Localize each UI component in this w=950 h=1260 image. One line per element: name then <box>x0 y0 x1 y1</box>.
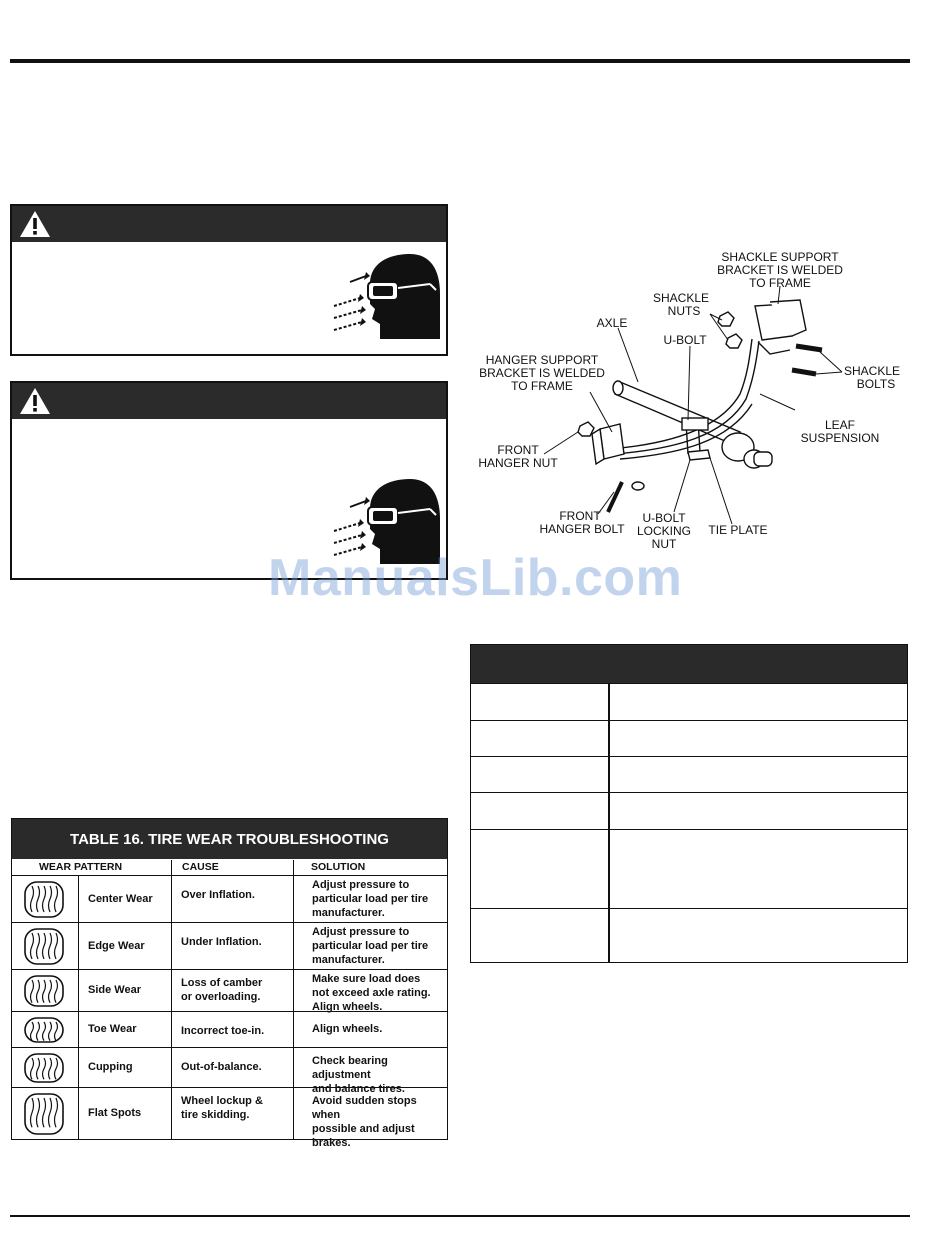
label-shackle-support-2: BRACKET IS WELDED <box>717 263 843 277</box>
wear-pattern-cell: Edge Wear <box>88 939 145 952</box>
tire-tread-icon <box>21 927 69 969</box>
solution-line: Adjust pressure to <box>312 879 410 891</box>
label-shackle-bolts-2: BOLTS <box>856 377 896 391</box>
solution-cell <box>312 1094 447 1150</box>
cause-line: Over Inflation. <box>181 889 255 901</box>
cause-cell <box>181 888 255 902</box>
table-row <box>12 970 447 1012</box>
cause-line: Under Inflation. <box>181 936 262 948</box>
solution-line: Avoid sudden stops when <box>312 1095 417 1121</box>
wear-pattern-cell: Side Wear <box>88 984 141 996</box>
solution-line: Make sure load does <box>312 973 421 985</box>
label-hanger-support-1: HANGER SUPPORT <box>485 353 599 367</box>
label-u-bolt-locking-nut-3: NUT <box>651 537 677 551</box>
label-front-hanger-bolt-2: HANGER BOLT <box>539 522 625 536</box>
wear-pattern-cell: Cupping <box>88 1061 133 1073</box>
table-row <box>12 923 447 970</box>
label-tie-plate: TIE PLATE <box>708 523 768 537</box>
solution-line: manufacturer. <box>312 907 385 919</box>
tire-tread-icon <box>21 1016 69 1047</box>
solution-line: Check bearing adjustment <box>312 1055 388 1081</box>
cause-line: Wheel lockup & <box>181 1095 263 1107</box>
solution-line: manufacturer. <box>312 954 385 966</box>
cause-line: Incorrect toe-in. <box>181 1025 265 1037</box>
warning-triangle-icon <box>18 386 52 416</box>
tire-tread-icon <box>21 880 69 922</box>
spec-table-row <box>471 908 907 961</box>
solution-line: Align wheels. <box>312 1001 383 1013</box>
solution-cell <box>312 878 428 920</box>
solution-line: possible and adjust brakes. <box>312 1123 415 1149</box>
cause-cell <box>181 1060 262 1074</box>
cause-cell <box>181 976 262 1004</box>
label-front-hanger-bolt-1: FRONT <box>559 509 601 523</box>
table-title-bar <box>12 819 447 859</box>
label-shackle-support-1: SHACKLE SUPPORT <box>721 250 839 264</box>
label-front-hanger-nut-2: HANGER NUT <box>478 456 558 470</box>
solution-line: Align wheels. <box>312 1023 383 1035</box>
label-u-bolt-locking-nut-2: LOCKING <box>636 524 692 538</box>
label-hanger-support-2: BRACKET IS WELDED <box>479 366 605 380</box>
cause-line: Loss of camber <box>181 977 263 989</box>
solution-line: Adjust pressure to <box>312 926 410 938</box>
table-title: TABLE 16. TIRE WEAR TROUBLESHOOTING <box>70 830 389 848</box>
header-wear-pattern: WEAR PATTERN <box>39 861 123 873</box>
tire-tread-icon <box>21 1052 69 1087</box>
solution-cell <box>312 972 431 1014</box>
column-divider <box>608 683 610 962</box>
label-u-bolt: U-BOLT <box>663 333 707 347</box>
cause-line: or overloading. <box>181 991 261 1003</box>
tire-tread-icon <box>21 1092 69 1139</box>
wear-pattern-cell: Toe Wear <box>88 1023 137 1035</box>
spec-table-row <box>471 792 907 829</box>
label-shackle-nuts-2: NUTS <box>667 304 701 318</box>
table-row <box>12 1048 447 1095</box>
warning-header-bar <box>12 206 446 242</box>
solution-cell <box>312 925 428 967</box>
cause-cell <box>181 1094 263 1122</box>
warning-box-1 <box>10 204 448 356</box>
solution-line: and balance tires. <box>312 1083 405 1095</box>
label-hanger-support-3: TO FRAME <box>511 379 573 393</box>
header-cause: CAUSE <box>182 861 219 873</box>
label-axle: AXLE <box>596 316 628 330</box>
spec-table-row <box>471 720 907 756</box>
label-u-bolt-locking-nut-1: U-BOLT <box>642 511 686 525</box>
table-row <box>12 1012 447 1048</box>
label-shackle-bolts-1: SHACKLE <box>843 364 901 378</box>
label-front-hanger-nut-1: FRONT <box>497 443 539 457</box>
table-row <box>12 1088 447 1149</box>
label-leaf-suspension-2: SUSPENSION <box>800 431 880 445</box>
table-row <box>12 876 447 923</box>
cause-cell <box>181 1024 264 1038</box>
top-rule <box>10 59 910 63</box>
tire-tread-icon <box>21 974 69 1011</box>
warning-header-bar <box>12 383 446 419</box>
spec-table-header <box>471 645 907 683</box>
watermark: ManualsLib.com <box>268 549 683 607</box>
solution-line: not exceed axle rating. <box>312 987 431 999</box>
cause-line: tire skidding. <box>181 1109 250 1121</box>
label-shackle-nuts-1: SHACKLE <box>652 291 710 305</box>
leaf-suspension-diagram <box>470 244 910 560</box>
table-header-row <box>12 859 447 876</box>
spec-table-row <box>471 683 907 720</box>
tire-wear-table <box>11 818 448 1149</box>
solution-line: particular load per tire <box>312 893 429 905</box>
label-shackle-support-3: TO FRAME <box>749 276 811 290</box>
label-leaf-suspension-1: LEAF <box>824 418 856 432</box>
cause-cell <box>181 935 262 949</box>
bottom-rule <box>10 1215 910 1217</box>
wear-pattern-cell: Center Wear <box>88 892 153 905</box>
cause-line: Out-of-balance. <box>181 1061 262 1073</box>
wear-pattern-cell: Flat Spots <box>88 1107 142 1119</box>
spec-table-row <box>471 829 907 908</box>
table-body <box>12 876 447 1149</box>
spec-table-row <box>471 756 907 792</box>
warning-triangle-icon <box>18 209 52 239</box>
solution-cell <box>312 1022 382 1036</box>
safety-goggles-icon <box>330 254 442 346</box>
solution-line: particular load per tire <box>312 940 429 952</box>
header-solution: SOLUTION <box>311 861 366 873</box>
spec-table <box>470 644 908 963</box>
